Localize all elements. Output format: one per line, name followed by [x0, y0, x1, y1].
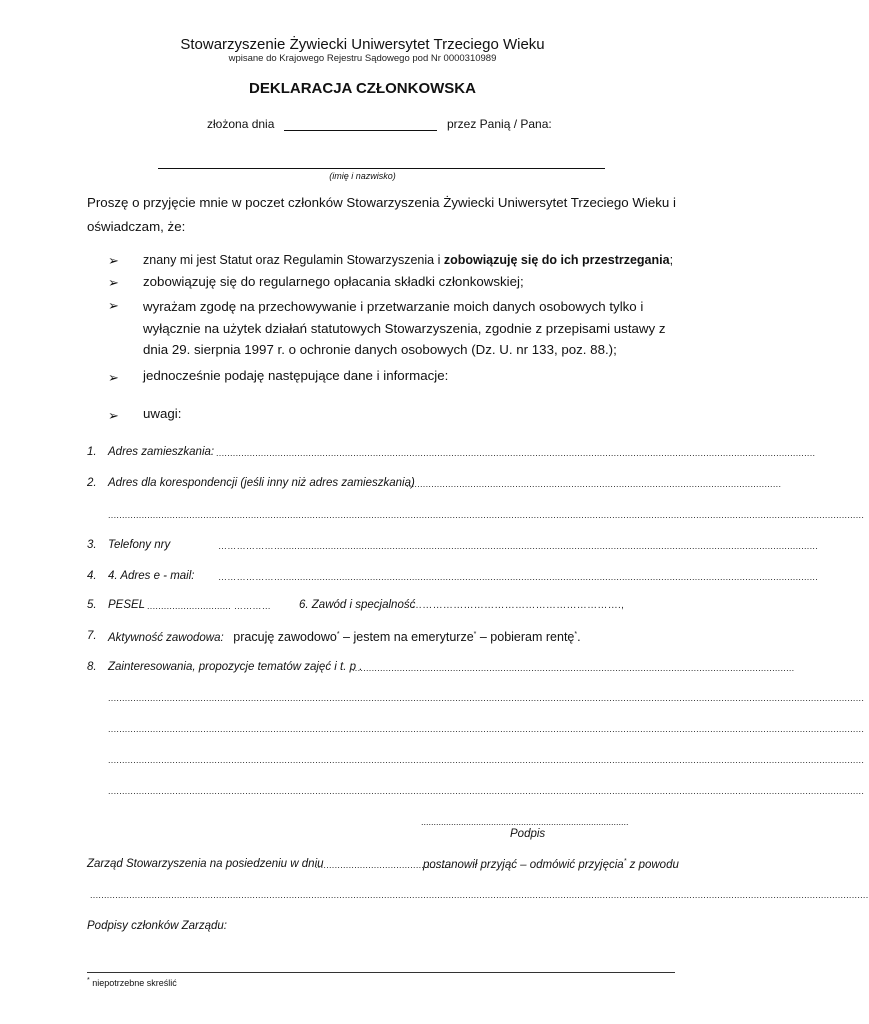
bullet-statute	[143, 253, 673, 267]
declaration-intro: Proszę o przyjęcie mnie w poczet członków Stowarzyszenia Żywiecki Uniwersytet Trzeciego Wieku i oświadczam, że:	[87, 195, 676, 234]
phone-field[interactable]: …………………...............................................................................................................................................................................................	[218, 541, 819, 551]
document-title: DEKLARACJA CZŁONKOWSKA	[249, 80, 476, 97]
filed-date-label: złożona dnia	[207, 117, 275, 131]
footnote	[87, 977, 177, 988]
board-reason-field[interactable]: ......................................................................................................................................................................................................................................................................................	[90, 890, 869, 900]
board-decision-result	[423, 858, 679, 871]
field-number: 2.	[87, 477, 97, 489]
bullet-remarks: uwagi:	[143, 406, 182, 421]
interests-field-5[interactable]: ..............................................................................................................................................................................................................................................................................	[108, 786, 865, 796]
profession-field[interactable]: …………………………………………………….,	[412, 600, 625, 611]
address-label: Adres zamieszkania:	[108, 446, 215, 458]
organization-name: Stowarzyszenie Żywiecki Uniwersytet Trzeciego Wieku	[180, 36, 545, 53]
employment-option-pension[interactable]	[473, 630, 578, 644]
field-number: 5.	[87, 599, 97, 611]
bullet-data-consent: wyrażam zgodę na przechowywanie i przetwarzanie moich danych osobowych tylko i wyłącznie na użytek działań statutowych Stowarzyszenia, zgodnie z przepisami ustawy z dnia 29. sierpnia 1997 r. o ochronie danych osobowych (Dz. U. nr 133, poz. 88.);	[143, 299, 666, 357]
field-number: 1.	[87, 446, 97, 458]
employment-option-pension-text: – pobieram rentę	[476, 630, 575, 644]
arrow-bullet-icon: ➢	[108, 298, 119, 313]
board-decision-tail: z powodu	[626, 858, 679, 871]
interests-field-2[interactable]: ..............................................................................................................................................................................................................................................................................	[108, 693, 865, 703]
bullet-statute-bold: zobowiązuję się do ich przestrzegania	[443, 253, 670, 267]
employment-status-label	[108, 630, 581, 644]
filed-by-label: przez Panią / Pana:	[447, 117, 552, 131]
employment-option-retired[interactable]	[340, 630, 477, 644]
registry-number: wpisane do Krajowego Rejestru Sądowego pod Nr 0000310989	[228, 53, 497, 64]
interests-field-4[interactable]: ..............................................................................................................................................................................................................................................................................	[108, 755, 865, 765]
field-number: 7.	[87, 630, 97, 642]
phone-dots: …………………	[218, 541, 284, 551]
email-label: 4. Adres e - mail:	[108, 570, 195, 582]
footnote-text: niepotrzebne skreślić	[89, 978, 177, 988]
board-decision-result-text: postanowił przyjąć – odmówić przyjęcia	[423, 858, 624, 871]
board-meeting-date-field[interactable]: ................................................	[315, 860, 450, 870]
board-signatures-label: Podpisy członków Zarządu:	[87, 920, 227, 932]
field-number: 3.	[87, 539, 97, 551]
pesel-dots: …………	[233, 601, 272, 611]
email-dots: …………………	[218, 572, 284, 582]
interests-label: Zainteresowania, propozycje tematów zajęć i t. p .	[108, 661, 363, 673]
full-name-field[interactable]	[158, 168, 605, 169]
signature-label: Podpis	[510, 828, 546, 840]
employment-option-working-text: pracuję zawodowo	[233, 630, 337, 644]
pesel-label: PESEL	[108, 599, 146, 611]
footnote-marker: *	[623, 858, 627, 865]
bullet-data-info: jednocześnie podaję następujące dane i informacje:	[143, 368, 449, 383]
correspondence-address-label: Adres dla korespondencji (jeśli inny niż adres zamieszkania)	[108, 477, 415, 489]
field-number: 4.	[87, 570, 97, 582]
correspondence-address-field[interactable]: ......................................................................................................................................	[406, 479, 782, 489]
footnote-marker: *	[87, 977, 90, 984]
profession-label: 6. Zawód i specjalność	[299, 599, 416, 611]
interests-field[interactable]: ..............................................................................................................................................................	[352, 663, 795, 673]
pesel-field[interactable]: .............................. …………	[147, 601, 272, 611]
arrow-bullet-icon: ➢	[108, 253, 119, 268]
footnote-marker: *	[574, 630, 578, 638]
correspondence-address-field-2[interactable]: ..............................................................................................................................................................................................................................................................................	[108, 510, 865, 520]
bullet-statute-end: ;	[669, 253, 674, 267]
signature-field[interactable]: ...................................................................................	[421, 817, 629, 827]
arrow-bullet-icon: ➢	[108, 408, 119, 423]
footnote-marker: *	[336, 630, 340, 638]
email-field[interactable]: …………………...............................................................................................................................................................................................	[218, 572, 819, 582]
bullet-statute-text: znany mi jest Statut oraz Regulamin Stowarzyszenia i	[143, 253, 444, 267]
address-field[interactable]: ......................................................................................................................................................................................................................	[216, 448, 816, 458]
employment-status-label-text: Aktywność zawodowa:	[108, 632, 224, 644]
footnote-marker: *	[473, 630, 477, 638]
arrow-bullet-icon: ➢	[108, 370, 119, 385]
field-number: 8.	[87, 661, 97, 673]
footnote-divider	[87, 972, 675, 973]
filed-date-field[interactable]	[284, 130, 437, 131]
arrow-bullet-icon: ➢	[108, 275, 119, 290]
interests-field-3[interactable]: ..............................................................................................................................................................................................................................................................................	[108, 724, 865, 734]
board-decision-label: Zarząd Stowarzyszenia na posiedzeniu w dniu	[87, 858, 324, 870]
phone-label: Telefony nry	[108, 539, 171, 551]
bullet-fee: zobowiązuję się do regularnego opłacania składki członkowskiej;	[143, 274, 524, 289]
employment-option-working[interactable]	[233, 630, 339, 644]
employment-end: .	[577, 630, 581, 644]
full-name-caption: (imię i nazwisko)	[329, 171, 396, 181]
employment-option-retired-text: – jestem na emeryturze	[339, 630, 474, 644]
